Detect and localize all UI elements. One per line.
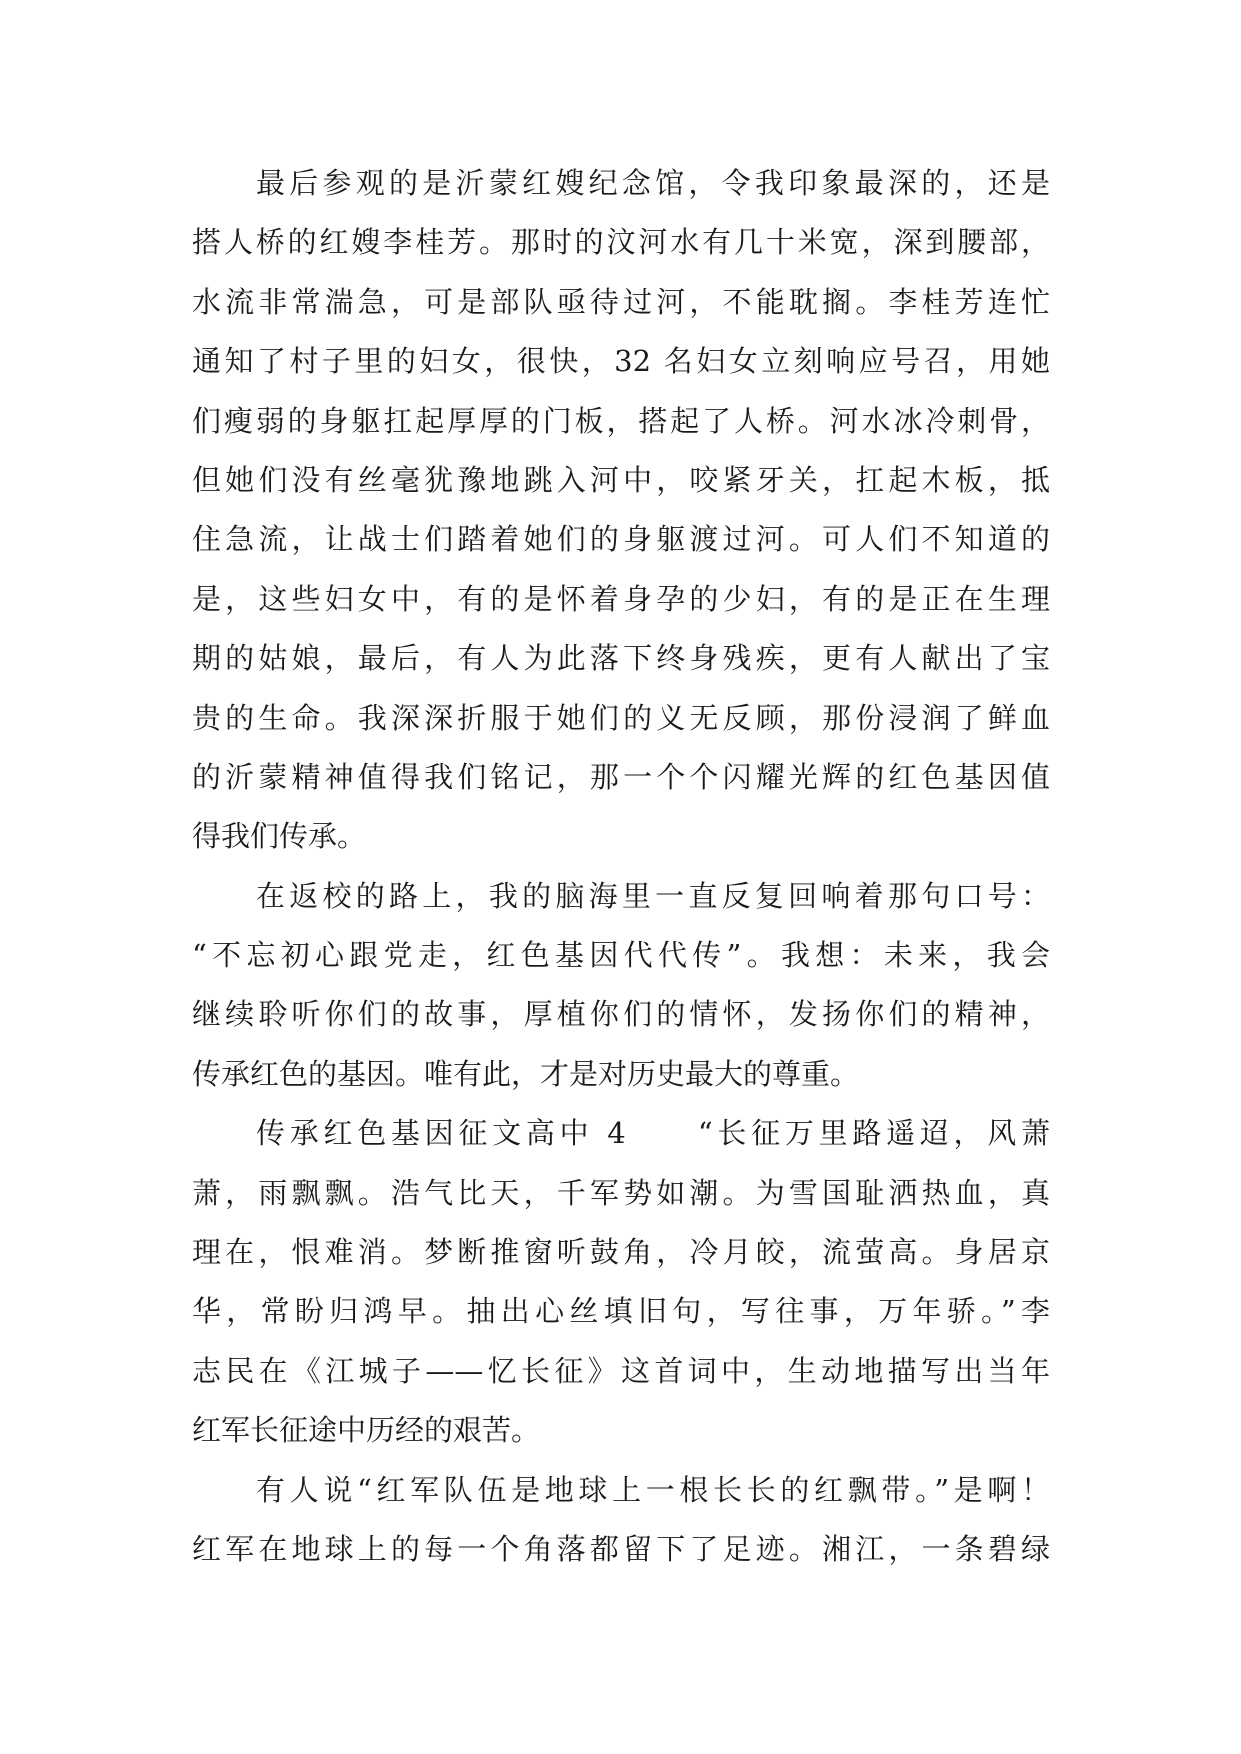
text-line: 得我们传承。 bbox=[192, 819, 367, 854]
text-line: 住急流，让战士们踏着她们的身躯渡过河。可人们不知道的 bbox=[192, 522, 1050, 557]
text-line: 最后参观的是沂蒙红嫂纪念馆，令我印象最深的，还是 bbox=[256, 166, 1050, 200]
text-line: 红军在地球上的每一个角落都留下了足迹。湘江，一条碧绿 bbox=[192, 1531, 1050, 1566]
text-line: 萧，雨飘飘。浩气比天，千军势如潮。为雪国耻洒热血，真 bbox=[192, 1175, 1050, 1210]
text-line: 通知了村子里的妇女，很快，32 名妇女立刻响应号召，用她 bbox=[192, 344, 1050, 379]
text-line: 理在，恨难消。梦断推窗听鼓角，冷月皎，流萤高。身居京 bbox=[192, 1235, 1050, 1270]
text-line: 水流非常湍急，可是部队亟待过河，不能耽搁。李桂芳连忙 bbox=[192, 284, 1050, 319]
text-line: 但她们没有丝毫犹豫地跳入河中，咬紧牙关，扛起木板，抵 bbox=[192, 462, 1050, 497]
text-line: 贵的生命。我深深折服于她们的义无反顾，那份浸润了鲜血 bbox=[192, 700, 1050, 735]
text-line: 传承红色的基因。唯有此，才是对历史最大的尊重。 bbox=[192, 1056, 860, 1091]
text-line: 在返校的路上，我的脑海里一直反复回响着那句口号： bbox=[256, 878, 1050, 913]
text-line: 继续聆听你们的故事，厚植你们的情怀，发扬你们的精神， bbox=[192, 997, 1050, 1032]
paragraph-4 bbox=[192, 1461, 1050, 1580]
paragraph-1 bbox=[192, 154, 1050, 867]
text-line: 华，常盼归鸿早。抽出心丝填旧句，写往事，万年骄。”李 bbox=[192, 1294, 1050, 1329]
paragraph-3 bbox=[192, 1104, 1050, 1460]
text-line: 们瘦弱的身躯扛起厚厚的门板，搭起了人桥。河水冰冷刺骨， bbox=[192, 403, 1050, 438]
text-line: 的沂蒙精神值得我们铭记，那一个个闪耀光辉的红色基因值 bbox=[192, 759, 1050, 794]
text-line: 传承红色基因征文高中 4 “长征万里路遥迢，风萧 bbox=[256, 1116, 1050, 1151]
text-line: 期的姑娘，最后，有人为此落下终身残疾，更有人献出了宝 bbox=[192, 641, 1050, 676]
text-line: 志民在《江城子——忆长征》这首词中，生动地描写出当年 bbox=[192, 1353, 1050, 1388]
text-line: “不忘初心跟党走，红色基因代代传”。我想：未来，我会 bbox=[192, 938, 1050, 973]
paragraph-2 bbox=[192, 867, 1050, 1105]
text-line: 红军长征途中历经的艰苦。 bbox=[192, 1413, 541, 1448]
text-line: 搭人桥的红嫂李桂芳。那时的汶河水有几十米宽，深到腰部， bbox=[192, 225, 1050, 260]
body-text bbox=[192, 154, 1050, 1579]
text-line: 是，这些妇女中，有的是怀着身孕的少妇，有的是正在生理 bbox=[192, 581, 1050, 616]
text-line: 有人说“红军队伍是地球上一根长长的红飘带。”是啊！ bbox=[256, 1472, 1050, 1507]
